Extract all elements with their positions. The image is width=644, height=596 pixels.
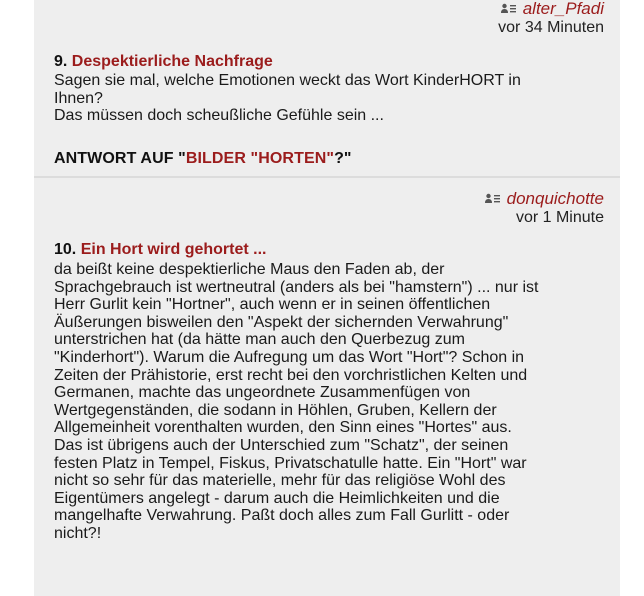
- comment-title-link[interactable]: Ein Hort wird gehortet ...: [80, 241, 267, 258]
- comment-line: Herr Gurlit kein "Hortner", auch wenn er in seinen öffentlichen: [54, 296, 491, 314]
- comment-line: Wertgegenständen, die sodann in Höhlen, Gruben, Kellern der: [54, 401, 497, 419]
- user-list-icon: [485, 193, 500, 204]
- comment-heading: [54, 52, 273, 71]
- comment-body: [54, 72, 599, 125]
- reply-reference-link[interactable]: BILDER "HORTEN": [185, 150, 335, 167]
- comment-line: nicht?!: [54, 524, 102, 542]
- reply-suffix: ?": [334, 150, 352, 167]
- comment-line: da beißt keine despektierliche Maus den Faden ab, der: [54, 261, 445, 278]
- comment-line: Sagen sie mal, welche Emotionen weckt das Wort KinderHORT in: [54, 72, 521, 89]
- author-link[interactable]: alter_Pfadi: [522, 0, 604, 18]
- reply-to-line: [54, 149, 352, 168]
- user-list-icon: [501, 3, 516, 14]
- author-link[interactable]: donquichotte: [506, 189, 604, 208]
- comment-number: 10.: [54, 241, 77, 258]
- comment-line: Allgemeinheit vorenthalten wurden, den Sinn eines "Hortes" aus.: [54, 419, 512, 437]
- comment-heading: [54, 240, 266, 259]
- comment-line: festen Platz in Tempel, Fiskus, Privatschatulle hatte. Ein "Hort" war: [54, 454, 527, 472]
- reply-prefix: ANTWORT AUF ": [54, 150, 186, 167]
- comment-line: Sprachgebrauch ist wertneutral (anders als bei "hamstern") ... nur ist: [54, 278, 539, 296]
- comment-line: Zeiten der Prähistorie, erst recht bei den vorchristlichen Kelten und: [54, 366, 528, 384]
- comment-line: Das müssen doch scheußliche Gefühle sein ...: [54, 107, 384, 125]
- comment-number: 9.: [54, 53, 68, 70]
- comment-time: vor 1 Minute: [515, 209, 604, 226]
- comment-meta: [498, 0, 604, 37]
- comment-line: unterstrichen hat (da hätte man auch den Querbezug zum: [54, 331, 465, 349]
- comment-line: Äußerungen bisweilen den "Aspekt der sichernden Verwahrung": [54, 313, 509, 331]
- comment-meta: [485, 189, 604, 227]
- comment-body: [54, 261, 599, 543]
- comment-line: "Kinderhort"). Warum die Aufregung um das Wort "Hort"? Schon in: [54, 348, 525, 366]
- comment-time: vor 34 Minuten: [498, 19, 604, 36]
- comment-line: Das ist übrigens auch der Unterschied zum "Schatz", der seinen: [54, 436, 509, 454]
- comment-line: Ihnen?: [54, 89, 103, 107]
- author-line: [485, 189, 604, 208]
- comment-line: Germanen, machte das ungeordnete Zusammenfügen von: [54, 384, 471, 402]
- author-line: [498, 0, 604, 18]
- comment-line: Eigentümers angelegt - darum auch die Heimlichkeiten und die: [54, 489, 500, 507]
- comment-line: mangelhafte Verwahrung. Paßt doch alles zum Fall Gurlitt - oder: [54, 507, 510, 525]
- comment-9: [34, 0, 620, 176]
- comment-title-link[interactable]: Despektierliche Nachfrage: [71, 53, 273, 70]
- comment-line: nicht so sehr für das materielle, mehr für das religiöse Wohl des: [54, 472, 506, 490]
- comment-10: [34, 178, 620, 596]
